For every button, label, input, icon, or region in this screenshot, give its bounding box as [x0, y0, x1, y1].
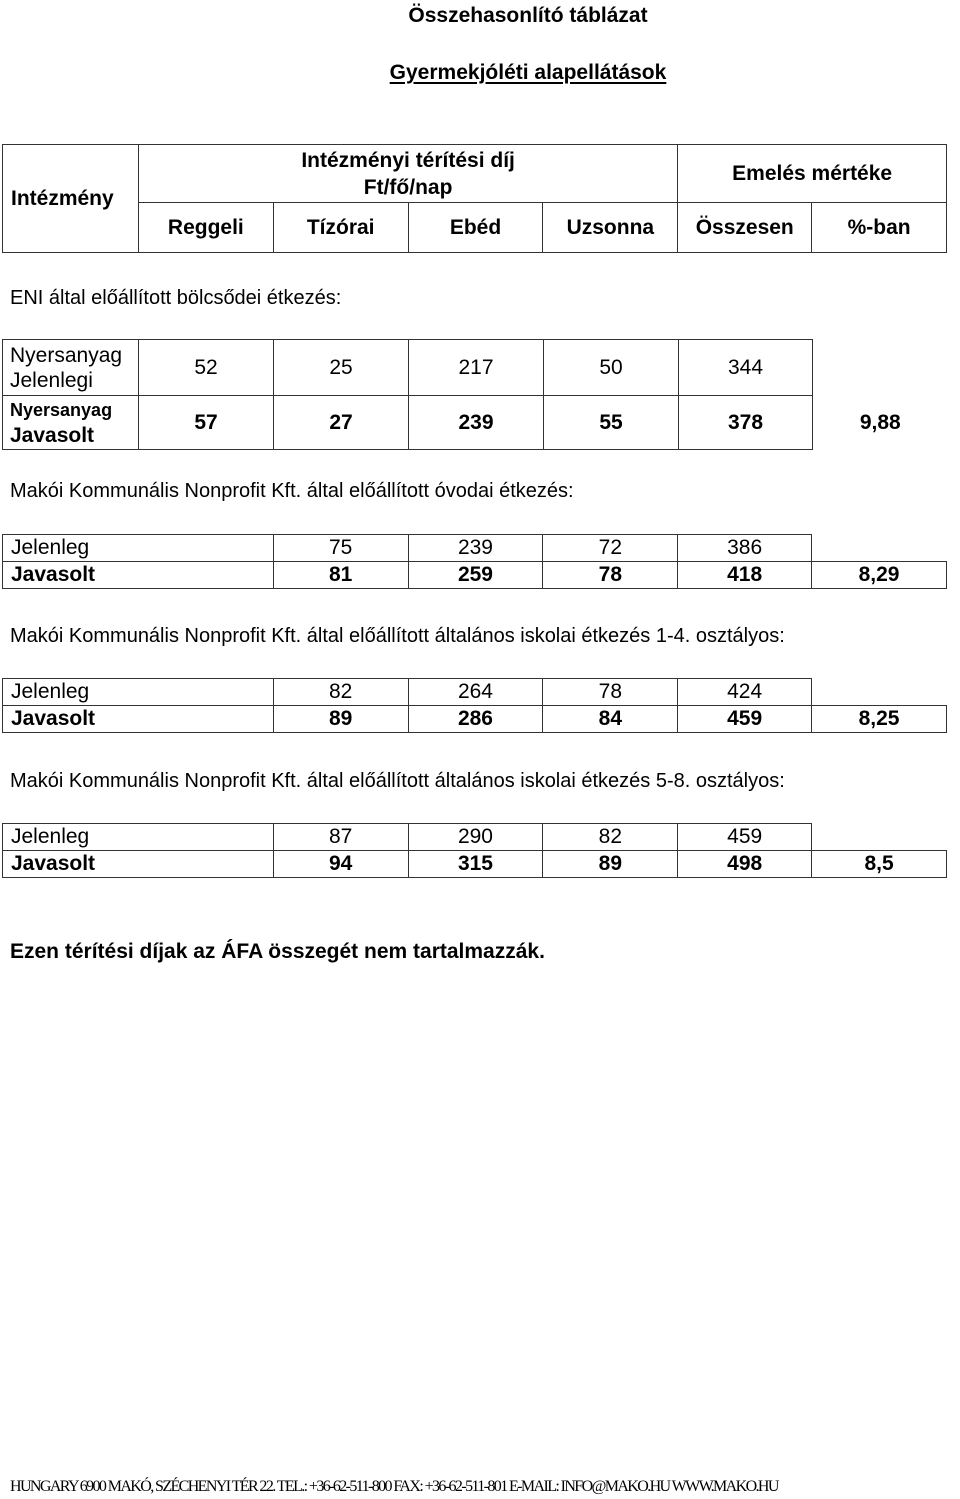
header-fee [138, 145, 677, 203]
value-cell: 50 [544, 340, 679, 396]
col-tizorai: Tízórai [273, 203, 408, 253]
section-title-iskola-1-4: Makói Kommunális Nonprofit Kft. által előállított általános iskolai étkezés 1-4. osztályos: [10, 625, 785, 647]
value-cell: 55 [544, 396, 679, 450]
percent-value: 8,5 [812, 851, 947, 878]
row-label: Javasolt [3, 562, 274, 589]
table-row [3, 340, 948, 396]
section-title-bolcsode: ENI által előállított bölcsődei étkezés: [10, 287, 342, 309]
col-reggeli: Reggeli [138, 203, 273, 253]
row-label: Jelenleg [3, 679, 274, 706]
table-row [3, 396, 948, 450]
header-fee-unit: Ft/fő/nap [363, 175, 453, 199]
value-cell: 82 [543, 824, 678, 851]
iskola-5-8-table [2, 823, 947, 878]
col-szazalek: %-ban [812, 203, 947, 253]
value-cell: 78 [543, 679, 678, 706]
row-label: Javasolt [3, 706, 274, 733]
table-row [3, 706, 947, 733]
value-cell: 498 [678, 851, 812, 878]
empty-cell [812, 679, 947, 706]
value-cell: 315 [408, 851, 543, 878]
value-cell: 82 [273, 679, 408, 706]
bolcsode-table [2, 339, 948, 450]
row-label: Jelenleg [3, 535, 274, 562]
value-cell: 418 [678, 562, 812, 589]
value-cell: 459 [678, 824, 812, 851]
percent-value: 8,25 [812, 706, 947, 733]
percent-value: 8,29 [812, 562, 947, 589]
header-fee-title: Intézményi térítési díj [301, 148, 515, 172]
table-row [3, 535, 947, 562]
value-cell: 259 [408, 562, 543, 589]
page-title: Összehasonlító táblázat [408, 4, 648, 27]
table-row [3, 851, 947, 878]
row-label-line2: Jelenlegi [10, 368, 93, 392]
ovoda-table [2, 534, 947, 589]
section-title-ovoda: Makói Kommunális Nonprofit Kft. által előállított óvodai étkezés: [10, 480, 574, 502]
header-intezmeny: Intézmény [3, 145, 139, 253]
value-cell: 378 [679, 396, 813, 450]
value-cell: 25 [274, 340, 409, 396]
value-cell: 84 [543, 706, 678, 733]
value-cell: 75 [273, 535, 408, 562]
row-label: Jelenleg [3, 824, 274, 851]
value-cell: 344 [679, 340, 813, 396]
table-row [3, 824, 947, 851]
page-subtitle: Gyermekjóléti alapellátások [389, 61, 667, 84]
value-cell: 264 [408, 679, 543, 706]
table-row [3, 679, 947, 706]
col-ebed: Ebéd [408, 203, 543, 253]
value-cell: 81 [273, 562, 408, 589]
empty-cell [812, 535, 947, 562]
value-cell: 424 [678, 679, 812, 706]
value-cell: 89 [543, 851, 678, 878]
row-label-line2: Javasolt [10, 424, 95, 447]
footer-address: HUNGARY 6900 MAKÓ, SZÉCHENYI TÉR 22. TEL.: +36-62-511-800 FAX: +36-62-511-801 E-MAIL: INFO@MAKO.HU WWW.MAKO.HU [10, 1478, 778, 1495]
row-label: Javasolt [3, 851, 274, 878]
value-cell: 57 [139, 396, 274, 450]
row-label [3, 396, 139, 450]
col-osszesen: Összesen [678, 203, 812, 253]
percent-value: 9,88 [859, 410, 901, 434]
value-cell: 386 [678, 535, 812, 562]
row-label-line1: Nyersanyag [10, 343, 123, 367]
value-cell: 78 [543, 562, 678, 589]
value-cell: 94 [273, 851, 408, 878]
value-cell: 239 [409, 396, 544, 450]
value-cell: 89 [273, 706, 408, 733]
iskola-1-4-table [2, 678, 947, 733]
table-row [3, 562, 947, 589]
value-cell: 290 [408, 824, 543, 851]
value-cell: 27 [274, 396, 409, 450]
value-cell: 459 [678, 706, 812, 733]
row-label [3, 340, 139, 396]
value-cell: 217 [409, 340, 544, 396]
value-cell: 87 [273, 824, 408, 851]
value-cell: 72 [543, 535, 678, 562]
empty-cell [812, 824, 947, 851]
row-label-line1: Nyersanyag [10, 400, 113, 420]
section-title-iskola-5-8: Makói Kommunális Nonprofit Kft. által előállított általános iskolai étkezés 5-8. osztályos: [10, 770, 785, 792]
vat-note: Ezen térítési díjak az ÁFA összegét nem tartalmazzák. [10, 940, 545, 963]
value-cell: 52 [139, 340, 274, 396]
header-increase: Emelés mértéke [678, 145, 947, 203]
header-table [2, 144, 947, 253]
value-cell: 239 [408, 535, 543, 562]
value-cell: 286 [408, 706, 543, 733]
col-uzsonna: Uzsonna [543, 203, 678, 253]
